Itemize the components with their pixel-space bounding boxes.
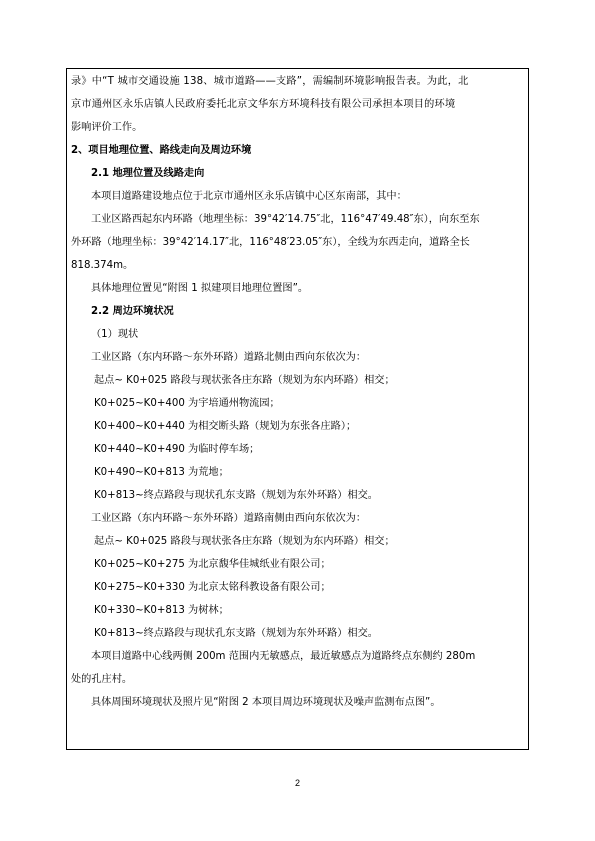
paragraph-line: 818.374m。: [71, 260, 134, 271]
list-item: K0+440~K0+490 为临时停车场；: [94, 444, 260, 455]
paragraph-line: 具体周围环境现状及照片见“附图 2 本项目周边环境现状及噪声监测布点图”。: [91, 697, 441, 708]
list-item: K0+813~终点路段与现状孔东支路（规划为东外环路）相交。: [94, 628, 378, 639]
paragraph-line: 录》中“T 城市交通设施 138、城市道路——支路”，需编制环境影响报告表。为此，北: [71, 76, 469, 87]
paragraph-line: 具体地理位置见“附图 1 拟建项目地理位置图”。: [91, 283, 309, 294]
list-item: 起点~ K0+025 路段与现状张各庄东路（规划为东内环路）相交；: [94, 375, 395, 386]
page-number: 2: [294, 778, 300, 788]
list-item: K0+025~K0+400 为宇培通州物流园；: [94, 398, 280, 409]
paragraph-line: （1）现状: [91, 329, 139, 340]
list-item: K0+400~K0+440 为相交断头路（规划为东张各庄路）；: [94, 421, 357, 432]
list-item: K0+813~终点路段与现状孔东支路（规划为东外环路）相交。: [94, 490, 378, 501]
subsection-heading: 2.1 地理位置及线路走向: [91, 168, 205, 179]
paragraph-line: 工业区路（东内环路～东外环路）道路北侧由西向东依次为：: [91, 352, 367, 363]
document-body: [71, 70, 527, 714]
paragraph-line: 影响评价工作。: [71, 122, 143, 133]
paragraph-line: 本项目道路中心线两侧 200m 范围内无敏感点，最近敏感点为道路终点东侧约 280m: [91, 651, 476, 662]
paragraph-line: 外环路（地理坐标：39°42′14.17″北，116°48′23.05″东），全线为东西走向，道路全长: [71, 237, 470, 248]
list-item: 起点~ K0+025 路段与现状张各庄东路（规划为东内环路）相交；: [94, 536, 395, 547]
paragraph-line: 处的孔庄村。: [71, 674, 133, 685]
list-item: K0+275~K0+330 为北京太铭科教设备有限公司；: [94, 582, 331, 593]
list-item: K0+330~K0+813 为树林；: [94, 605, 229, 616]
section-heading: 2、项目地理位置、路线走向及周边环境: [71, 145, 252, 156]
subsection-heading: 2.2 周边环境状况: [91, 306, 174, 317]
paragraph-line: 本项目道路建设地点位于北京市通州区永乐店镇中心区东南部，其中：: [91, 191, 407, 202]
paragraph-line: 工业区路西起东内环路（地理坐标：39°42′14.75″北，116°47′49.48″东），向东至东: [91, 214, 480, 225]
list-item: K0+025~K0+275 为北京馥华佳城纸业有限公司；: [94, 559, 331, 570]
list-item: K0+490~K0+813 为荒地；: [94, 467, 229, 478]
paragraph-line: 京市通州区永乐店镇人民政府委托北京文华东方环境科技有限公司承担本项目的环境: [71, 99, 456, 110]
paragraph-line: 工业区路（东内环路～东外环路）道路南侧由西向东依次为：: [91, 513, 367, 524]
